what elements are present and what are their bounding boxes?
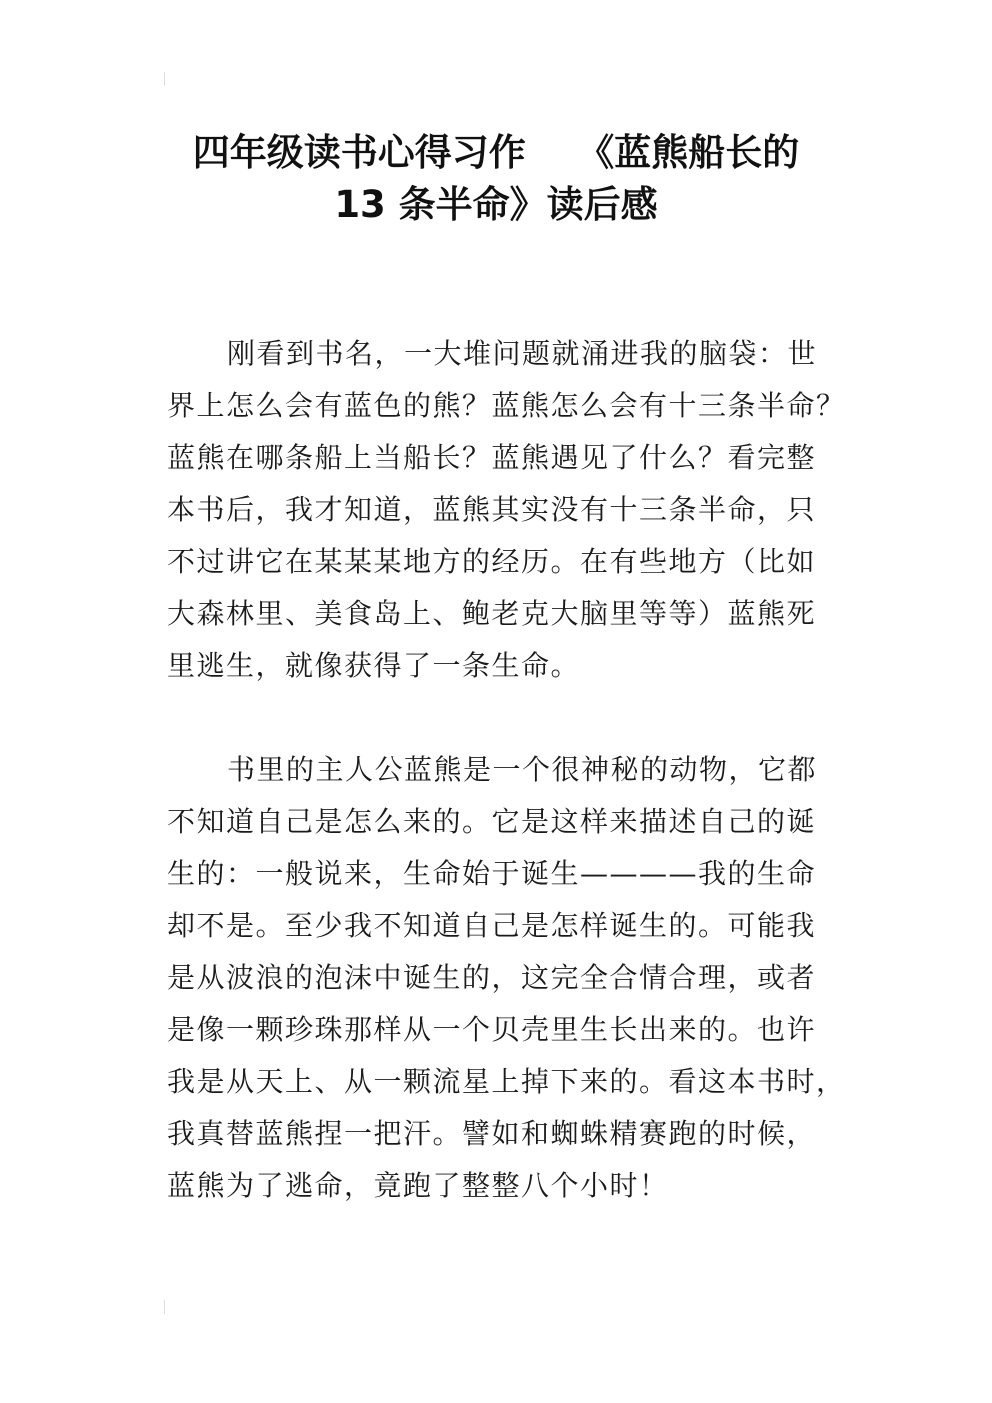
paragraph-line: 却不是。至少我不知道自己是怎样诞生的。可能我 (167, 909, 817, 942)
paragraph-line: 生的：一般说来，生命始于诞生————我的生命 (167, 857, 817, 890)
paragraph-line: 刚看到书名，一大堆问题就涌进我的脑袋：世 (227, 337, 818, 370)
paragraph-1 (167, 328, 867, 692)
paragraph-line: 是从波浪的泡沫中诞生的，这完全合情合理，或者 (167, 961, 817, 994)
page-margin-mark-bottom (164, 1300, 165, 1314)
paragraph-line: 里逃生，就像获得了一条生命。 (167, 649, 581, 682)
paragraph-line: 本书后，我才知道，蓝熊其实没有十三条半命，只 (167, 493, 817, 526)
title-line-2: 13 条半命》读后感 (334, 183, 658, 226)
title-line-1: 四年级读书心得习作 《蓝熊船长的 (192, 131, 800, 174)
paragraph-line: 书里的主人公蓝熊是一个很神秘的动物，它都 (227, 753, 818, 786)
paragraph-line: 我真替蓝熊捏一把汗。譬如和蜘蛛精赛跑的时候， (167, 1117, 817, 1150)
page-margin-mark-top (164, 72, 165, 86)
paragraph-line: 蓝熊为了逃命，竟跑了整整八个小时！ (167, 1169, 669, 1202)
paragraph-line: 界上怎么会有蓝色的熊？蓝熊怎么会有十三条半命？ (167, 389, 846, 422)
paragraph-line: 是像一颗珍珠那样从一个贝壳里生长出来的。也许 (167, 1013, 817, 1046)
paragraph-line: 我是从天上、从一颗流星上掉下来的。看这本书时， (167, 1065, 846, 1098)
paragraph-line: 大森林里、美食岛上、鲍老克大脑里等等）蓝熊死 (167, 597, 817, 630)
paragraph-2 (167, 744, 867, 1212)
paragraph-line: 蓝熊在哪条船上当船长？蓝熊遇见了什么？看完整 (167, 441, 817, 474)
paragraph-line: 不知道自己是怎么来的。它是这样来描述自己的诞 (167, 805, 817, 838)
paragraph-line: 不过讲它在某某某地方的经历。在有些地方（比如 (167, 545, 817, 578)
